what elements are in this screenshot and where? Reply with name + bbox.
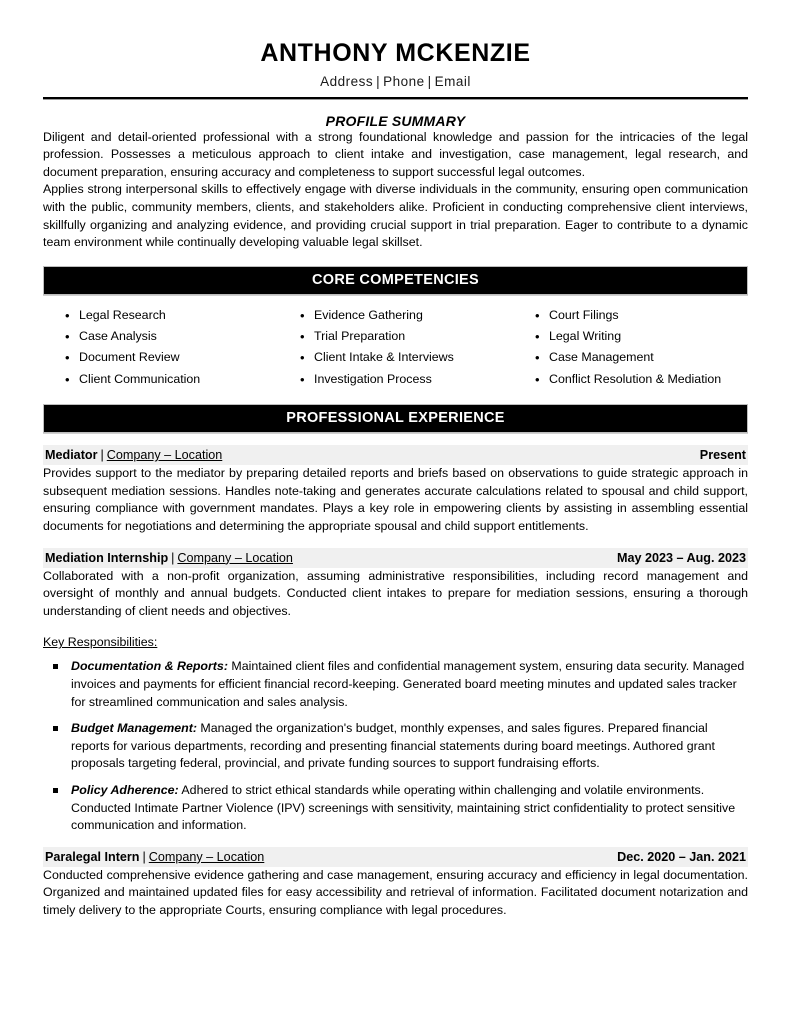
square-bullet-icon bbox=[53, 788, 58, 793]
skill-item bbox=[513, 369, 748, 390]
skill-item bbox=[43, 347, 278, 368]
responsibility-text: Managed the organization's budget, monthly expenses, and sales figures. Prepared financial reports for various departments, recording and presenting financial statements during board meetings. Authored grant proposals targeting federal, provincial, and private funding sources to support fundraising efforts. bbox=[71, 721, 715, 771]
skill-item bbox=[513, 347, 748, 368]
profile-paragraph-1: Diligent and detail-oriented professional with a strong foundational knowledge and passion for the intricacies of the legal profession. Possesses a meticulous approach to client intake and investigation, case management, legal research, and document preparation, ensuring accuracy and completeness to support successful legal outcomes. bbox=[43, 129, 748, 179]
bullet-icon: • bbox=[300, 329, 305, 345]
job-role: Mediator bbox=[45, 448, 98, 463]
job-description: Provides support to the mediator by preparing detailed reports and briefs based on observations to guide strategic approach in subsequent mediation sessions. Handles note-taking and generates accurate calculations related to spousal and child support, ensuring compliance with government mandates. Plays a key role in empowering clients by assisting in assembling essential documents for negotiations and determining the appropriate spousal and child support entitlements. bbox=[43, 466, 748, 533]
job-title-line bbox=[45, 551, 293, 565]
key-responsibilities-list bbox=[43, 658, 748, 834]
skill-item bbox=[278, 326, 513, 347]
responsibility-item bbox=[43, 658, 748, 711]
bullet-icon: • bbox=[65, 307, 70, 323]
job-role: Paralegal Intern bbox=[45, 849, 140, 864]
job-description: Collaborated with a non-profit organization, assuming administrative responsibilities, including record management and oversight of monthly and annual budgets. Conducted client intakes to prepare for mediation sessions, ensuring a thorough understanding of client needs and objectives. bbox=[43, 568, 748, 618]
square-bullet-icon bbox=[53, 664, 58, 669]
core-competencies-grid bbox=[43, 305, 748, 390]
responsibility-text: Adhered to strict ethical standards while operating within challenging and volatile environments. Conducted Intimate Partner Violence (IPV) screenings with sensitivity, maintaining strict confidentiality to protect sensitive communication and information. bbox=[71, 783, 736, 833]
responsibility-lead: Policy Adherence: bbox=[71, 783, 179, 797]
skill-label: Case Management bbox=[549, 350, 654, 365]
job-description: Conducted comprehensive evidence gathering and case management, ensuring accuracy and efficiency in legal documentation. Organized and maintained updated files for easy accessibility and retrieval of information. Facilitated document notarization and timely delivery to the appropriate Courts, ensuring compliance with legal procedures. bbox=[43, 867, 748, 918]
skill-label: Trial Preparation bbox=[314, 329, 406, 344]
job-header bbox=[43, 847, 748, 867]
job-title-line bbox=[45, 850, 264, 864]
skill-item bbox=[278, 305, 513, 326]
bullet-icon: • bbox=[65, 350, 70, 366]
skill-label: Conflict Resolution & Mediation bbox=[549, 371, 722, 386]
responsibility-item bbox=[43, 782, 748, 835]
responsibility-item bbox=[43, 720, 748, 773]
job-header bbox=[43, 548, 748, 568]
square-bullet-icon bbox=[53, 726, 58, 731]
skill-label: Evidence Gathering bbox=[314, 307, 423, 322]
responsibility-text: Maintained client files and confidential management system, ensuring data security. Managed invoices and payments for efficient financial record-keeping. Generated board meeting minutes and updated sales tracker for streamlined communication and sales analysis. bbox=[71, 659, 745, 709]
bullet-icon: • bbox=[300, 307, 305, 323]
job-separator: | bbox=[142, 849, 146, 864]
bullet-icon: • bbox=[300, 371, 305, 387]
job-organization: Company – Location bbox=[148, 849, 265, 864]
responsibility-lead: Documentation & Reports: bbox=[71, 659, 228, 674]
bullet-icon: • bbox=[65, 329, 70, 345]
job-organization: Company – Location bbox=[177, 550, 293, 565]
skill-label: Investigation Process bbox=[314, 371, 432, 386]
contact-separator-1: | bbox=[376, 73, 381, 89]
skill-item bbox=[43, 369, 278, 390]
skill-item bbox=[278, 369, 513, 390]
skill-label: Client Communication bbox=[79, 371, 201, 386]
job-title-line bbox=[45, 448, 222, 462]
bullet-icon: • bbox=[65, 371, 70, 387]
contact-phone: Phone bbox=[383, 73, 425, 89]
skill-item bbox=[43, 305, 278, 326]
header-divider bbox=[43, 97, 748, 100]
job-dates: Present bbox=[699, 448, 746, 463]
responsibility-lead: Budget Management: bbox=[71, 721, 197, 736]
skill-label: Court Filings bbox=[549, 307, 619, 322]
job-separator: | bbox=[171, 550, 175, 565]
job-role: Mediation Internship bbox=[45, 550, 169, 565]
core-competencies-bar: CORE COMPETENCIES bbox=[43, 266, 748, 295]
job-dates: Dec. 2020 – Jan. 2021 bbox=[617, 849, 746, 864]
skill-item bbox=[513, 326, 748, 347]
skill-label: Legal Writing bbox=[549, 329, 622, 344]
profile-paragraph-2: Applies strong interpersonal skills to effectively engage with diverse individuals in the community, ensuring open communication with the public, community members, clients, and stakeholders alike. Proficient in conducting comprehensive client interviews, skillfully organizing and analyzing evidence, and providing crucial support in trial preparation. Eager to contribute to a dynamic team environment while continually developing valuable legal skillset. bbox=[43, 182, 748, 250]
skill-label: Document Review bbox=[79, 350, 180, 365]
skill-item bbox=[43, 326, 278, 347]
bullet-icon: • bbox=[535, 350, 540, 366]
skill-item bbox=[278, 347, 513, 368]
candidate-name: ANTHONY MCKENZIE bbox=[260, 39, 531, 67]
key-responsibilities-label: Key Responsibilities: bbox=[43, 635, 158, 650]
job-separator: | bbox=[100, 448, 104, 463]
skill-item bbox=[513, 305, 748, 326]
bullet-icon: • bbox=[535, 307, 540, 323]
contact-line bbox=[43, 74, 748, 89]
professional-experience-bar: PROFESSIONAL EXPERIENCE bbox=[43, 404, 748, 433]
job-dates: May 2023 – Aug. 2023 bbox=[616, 550, 746, 565]
skill-label: Case Analysis bbox=[79, 329, 157, 344]
profile-summary-title: PROFILE SUMMARY bbox=[325, 112, 466, 129]
job-header bbox=[43, 445, 748, 465]
bullet-icon: • bbox=[535, 329, 540, 345]
contact-address: Address bbox=[320, 73, 374, 89]
bullet-icon: • bbox=[300, 350, 305, 366]
resume-header bbox=[43, 0, 748, 100]
contact-email: Email bbox=[434, 73, 471, 89]
skill-label: Legal Research bbox=[79, 307, 166, 322]
bullet-icon: • bbox=[535, 371, 540, 387]
job-organization: Company – Location bbox=[106, 448, 223, 463]
skills-column-3 bbox=[513, 305, 748, 390]
skills-column-2 bbox=[278, 305, 513, 390]
skills-column-1 bbox=[43, 305, 278, 390]
skill-label: Client Intake & Interviews bbox=[314, 350, 454, 365]
contact-separator-2: | bbox=[427, 73, 432, 89]
